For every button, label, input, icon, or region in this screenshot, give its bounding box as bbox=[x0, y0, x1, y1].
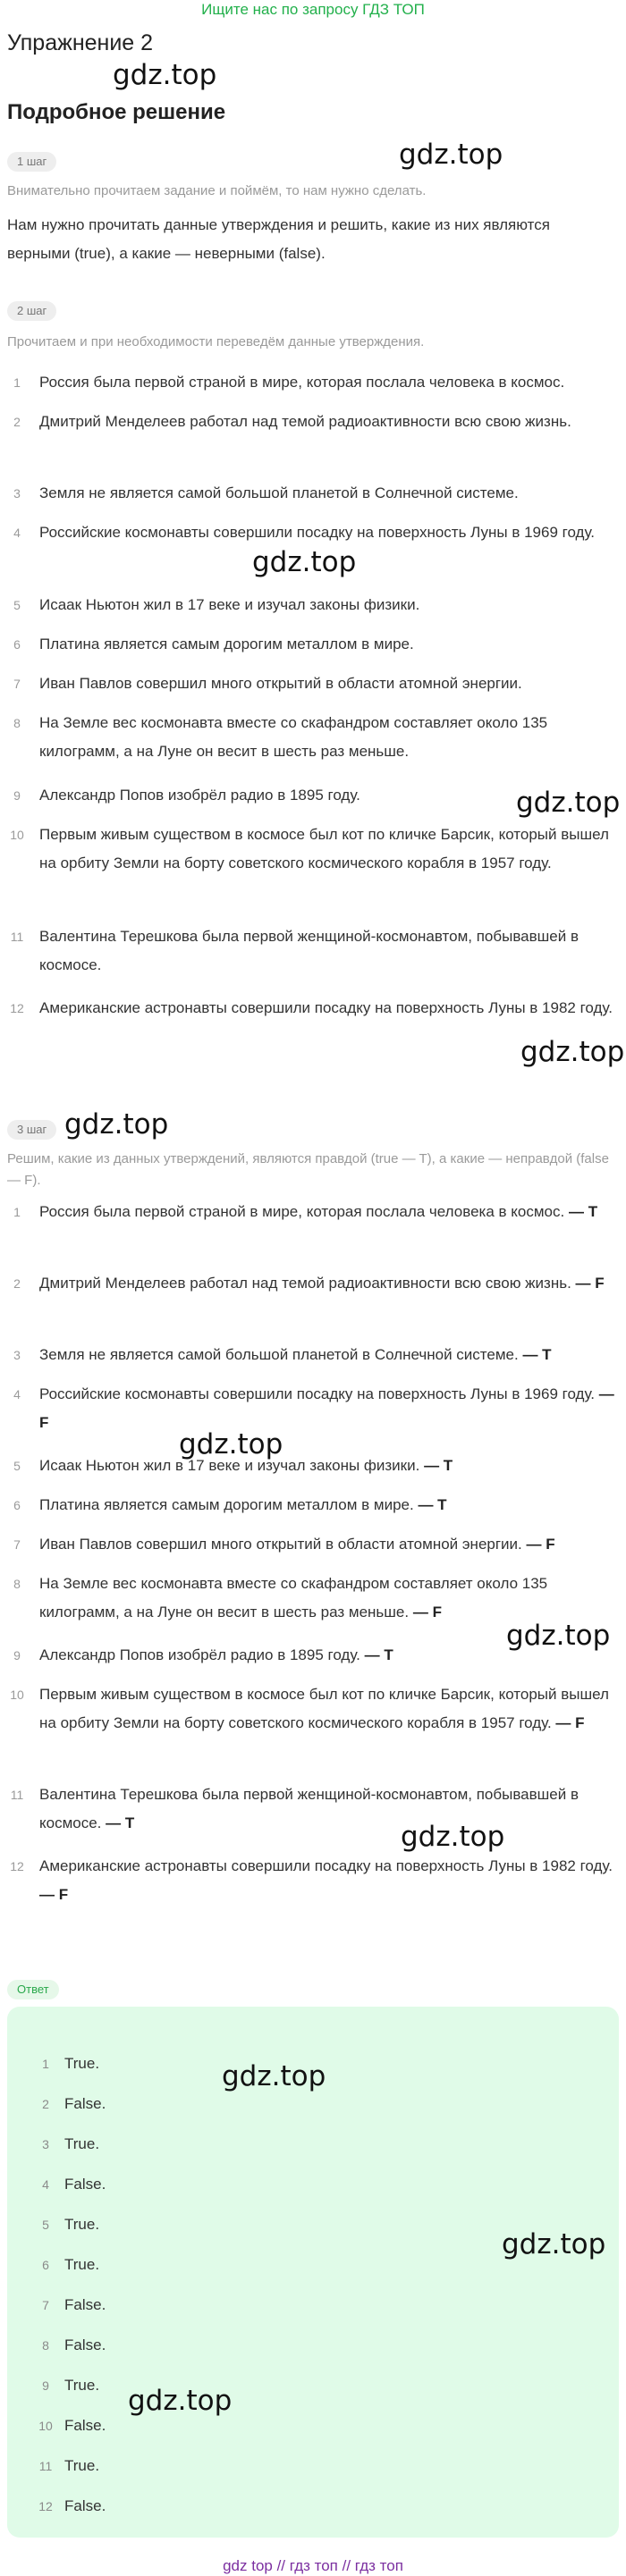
watermark: gdz.top bbox=[399, 139, 503, 171]
answer-number: 9 bbox=[42, 2378, 49, 2393]
item-number: 10 bbox=[10, 1688, 24, 1702]
item-text bbox=[39, 1530, 619, 1559]
verdict-mark: — T bbox=[364, 1646, 393, 1663]
watermark: gdz.top bbox=[222, 2060, 326, 2092]
step-2-note: Прочитаем и при необходимости переведём данные утверждения. bbox=[7, 334, 425, 349]
answer-value: True. bbox=[64, 2256, 100, 2273]
verdict-mark: — F bbox=[39, 1385, 614, 1431]
item-text: Первым живым существом в космосе был кот по кличке Барсик, который вышел на орбиту Земли на борту советского космического корабля в 1957 году. bbox=[39, 826, 609, 871]
item-number: 7 bbox=[13, 1537, 21, 1552]
answer-item bbox=[36, 2054, 99, 2074]
step-3-note: Решим, какие из данных утверждений, являются правдой (true — T), а какие — неправдой (false — F). bbox=[7, 1151, 609, 1188]
statement-text: Российские космонавты совершили посадку на поверхность Луны в 1969 году. bbox=[39, 1385, 595, 1402]
list-item bbox=[7, 1269, 619, 1298]
footer-links[interactable]: gdz top // гдз топ // гдз топ bbox=[223, 2557, 403, 2574]
item-number: 11 bbox=[10, 1788, 24, 1802]
answer-item bbox=[36, 2134, 99, 2154]
item-number: 2 bbox=[13, 415, 21, 429]
watermark: gdz.top bbox=[179, 1428, 283, 1461]
item-text: Иван Павлов совершил много открытий в области атомной энергии. bbox=[39, 675, 522, 692]
item-number: 10 bbox=[10, 828, 24, 842]
statement-text: Валентина Терешкова была первой женщиной-космонавтом, побывавшей в космосе. bbox=[39, 1786, 579, 1831]
step-1-note: Внимательно прочитаем задание и поймём, то нам нужно сделать. bbox=[7, 183, 427, 198]
list-item bbox=[7, 1491, 619, 1520]
verdict-mark: — F bbox=[526, 1536, 555, 1553]
answer-number: 12 bbox=[38, 2499, 53, 2513]
list-item bbox=[7, 821, 619, 878]
verdict-mark: — T bbox=[568, 1203, 598, 1220]
answer-badge: Ответ bbox=[7, 1980, 59, 1999]
item-text bbox=[39, 1491, 619, 1520]
section-title: Подробное решение bbox=[7, 100, 226, 124]
item-number: 12 bbox=[10, 1001, 24, 1015]
answer-number: 3 bbox=[42, 2137, 49, 2151]
list-item bbox=[7, 518, 619, 547]
item-text bbox=[39, 1380, 619, 1437]
item-number: 9 bbox=[13, 1648, 21, 1663]
verdict-mark: — F bbox=[412, 1604, 442, 1621]
list-item bbox=[7, 368, 619, 397]
item-number: 1 bbox=[13, 1205, 21, 1219]
item-text: Земля не является самой большой планетой в Солнечной системе. bbox=[39, 484, 519, 501]
item-number: 4 bbox=[13, 1387, 21, 1402]
item-number: 11 bbox=[10, 930, 24, 944]
answer-number: 5 bbox=[42, 2218, 49, 2232]
statement-text: На Земле вес космонавта вместе со скафандром составляет около 135 килограмм, а на Луне он весит в шесть раз меньше. bbox=[39, 1575, 548, 1621]
watermark: gdz.top bbox=[128, 2385, 233, 2417]
item-number: 12 bbox=[10, 1859, 24, 1873]
item-text: Александр Попов изобрёл радио в 1895 году. bbox=[39, 787, 360, 804]
watermark: gdz.top bbox=[506, 1620, 611, 1652]
item-text: Валентина Терешкова была первой женщиной-космонавтом, побывавшей в космосе. bbox=[39, 928, 579, 973]
item-text bbox=[39, 1852, 619, 1909]
list-item bbox=[7, 479, 619, 508]
item-number: 1 bbox=[13, 375, 21, 390]
item-text: Американские астронавты совершили посадку на поверхность Луны в 1982 году. bbox=[39, 999, 613, 1016]
step-3-badge: 3 шаг bbox=[7, 1120, 56, 1140]
page-title: Упражнение 2 bbox=[7, 30, 154, 55]
item-number: 3 bbox=[13, 1348, 21, 1362]
answer-item bbox=[36, 2456, 99, 2476]
item-number: 6 bbox=[13, 1498, 21, 1512]
item-text bbox=[39, 1269, 619, 1298]
verdict-mark: — T bbox=[418, 1496, 447, 1513]
statement-text: Александр Попов изобрёл радио в 1895 году. bbox=[39, 1646, 360, 1663]
answer-number: 11 bbox=[38, 2459, 53, 2473]
answer-value: True. bbox=[64, 2216, 100, 2233]
verdict-mark: — T bbox=[106, 1814, 135, 1831]
statement-text: Дмитрий Менделеев работал над темой радиоактивности всю свою жизнь. bbox=[39, 1275, 571, 1292]
list-item bbox=[7, 1852, 619, 1909]
list-item bbox=[7, 922, 619, 980]
list-item bbox=[7, 669, 619, 698]
answer-value: True. bbox=[64, 2377, 100, 2394]
answer-number: 2 bbox=[42, 2097, 49, 2111]
answer-item bbox=[36, 2416, 106, 2436]
list-item bbox=[7, 408, 619, 436]
answer-value: True. bbox=[64, 2055, 100, 2072]
statement-text: Платина является самым дорогим металлом в мире. bbox=[39, 1496, 414, 1513]
item-text: Платина является самым дорогим металлом в мире. bbox=[39, 636, 414, 652]
step-1-text: Нам нужно прочитать данные утверждения и решить, какие из них являются верными (true), а какие — неверными (false). bbox=[7, 216, 550, 262]
item-number: 5 bbox=[13, 1459, 21, 1473]
list-item bbox=[7, 1680, 619, 1738]
item-text bbox=[39, 1570, 619, 1627]
answer-item bbox=[36, 2255, 99, 2275]
answer-item bbox=[36, 2094, 106, 2114]
statement-text: Россия была первой страной в мире, которая послала человека в космос. bbox=[39, 1203, 565, 1220]
list-item bbox=[7, 1198, 619, 1226]
watermark: gdz.top bbox=[502, 2228, 606, 2260]
item-text bbox=[39, 1452, 619, 1480]
verdict-mark: — T bbox=[424, 1457, 453, 1474]
item-text bbox=[39, 1680, 619, 1738]
answer-item bbox=[36, 2295, 106, 2315]
answer-item bbox=[36, 2215, 99, 2235]
answer-value: False. bbox=[64, 2095, 106, 2112]
item-text: Россия была первой страной в мире, которая послала человека в космос. bbox=[39, 374, 565, 391]
list-item bbox=[7, 1530, 619, 1559]
item-number: 7 bbox=[13, 677, 21, 691]
answer-number: 6 bbox=[42, 2258, 49, 2272]
answer-item bbox=[36, 2496, 106, 2516]
statement-text: Американские астронавты совершили посадку на поверхность Луны в 1982 году. bbox=[39, 1857, 613, 1874]
answer-value: False. bbox=[64, 2176, 106, 2193]
statement-text: Исаак Ньютон жил в 17 веке и изучал законы физики. bbox=[39, 1457, 420, 1474]
answer-number: 1 bbox=[42, 2057, 49, 2071]
answer-value: False. bbox=[64, 2497, 106, 2514]
step-1-badge: 1 шаг bbox=[7, 152, 56, 172]
item-text bbox=[39, 1341, 619, 1369]
watermark: gdz.top bbox=[252, 546, 357, 578]
watermark: gdz.top bbox=[113, 59, 217, 91]
list-item bbox=[7, 1341, 619, 1369]
list-item bbox=[7, 1380, 619, 1437]
item-number: 5 bbox=[13, 598, 21, 612]
answer-value: True. bbox=[64, 2457, 100, 2474]
item-number: 8 bbox=[13, 716, 21, 730]
answer-value: True. bbox=[64, 2135, 100, 2152]
answer-value: False. bbox=[64, 2417, 106, 2434]
answer-item bbox=[36, 2376, 99, 2395]
list-item bbox=[7, 1570, 619, 1627]
watermark: gdz.top bbox=[64, 1108, 169, 1141]
item-number: 8 bbox=[13, 1577, 21, 1591]
item-text: Исаак Ньютон жил в 17 веке и изучал законы физики. bbox=[39, 596, 420, 613]
list-item bbox=[7, 709, 619, 766]
item-number: 2 bbox=[13, 1276, 21, 1291]
statement-text: Иван Павлов совершил много открытий в области атомной энергии. bbox=[39, 1536, 522, 1553]
item-text bbox=[39, 1780, 619, 1838]
item-text: Российские космонавты совершили посадку на поверхность Луны в 1969 году. bbox=[39, 524, 595, 541]
item-number: 3 bbox=[13, 486, 21, 501]
watermark: gdz.top bbox=[401, 1821, 505, 1853]
list-item bbox=[7, 591, 619, 619]
answer-item bbox=[36, 2175, 106, 2194]
verdict-mark: — T bbox=[522, 1346, 552, 1363]
top-banner[interactable]: Ищите нас по запросу ГДЗ ТОП bbox=[201, 1, 425, 18]
list-item bbox=[7, 994, 619, 1023]
watermark: gdz.top bbox=[516, 787, 621, 819]
item-number: 6 bbox=[13, 637, 21, 652]
item-text: На Земле вес космонавта вместе со скафандром составляет около 135 килограмм, а на Луне он весит в шесть раз меньше. bbox=[39, 714, 548, 760]
statement-text: Земля не является самой большой планетой в Солнечной системе. bbox=[39, 1346, 519, 1363]
statement-text: Первым живым существом в космосе был кот по кличке Барсик, который вышел на орбиту Земли на борту советского космического корабля в 1957 году. bbox=[39, 1686, 609, 1731]
watermark: gdz.top bbox=[520, 1036, 625, 1068]
item-number: 4 bbox=[13, 526, 21, 540]
answer-item bbox=[36, 2336, 106, 2355]
answer-value: False. bbox=[64, 2296, 106, 2313]
list-item bbox=[7, 1780, 619, 1838]
list-item bbox=[7, 630, 619, 659]
item-text: Дмитрий Менделеев работал над темой радиоактивности всю свою жизнь. bbox=[39, 413, 571, 430]
answer-number: 8 bbox=[42, 2338, 49, 2353]
answer-value: False. bbox=[64, 2336, 106, 2353]
verdict-mark: — F bbox=[39, 1886, 69, 1903]
item-text bbox=[39, 1198, 619, 1226]
answer-number: 4 bbox=[42, 2177, 49, 2192]
list-item bbox=[7, 1452, 619, 1480]
verdict-mark: — F bbox=[555, 1714, 585, 1731]
verdict-mark: — F bbox=[575, 1275, 605, 1292]
answer-number: 10 bbox=[38, 2419, 53, 2433]
item-number: 9 bbox=[13, 788, 21, 803]
answer-number: 7 bbox=[42, 2298, 49, 2312]
step-2-badge: 2 шаг bbox=[7, 301, 56, 321]
